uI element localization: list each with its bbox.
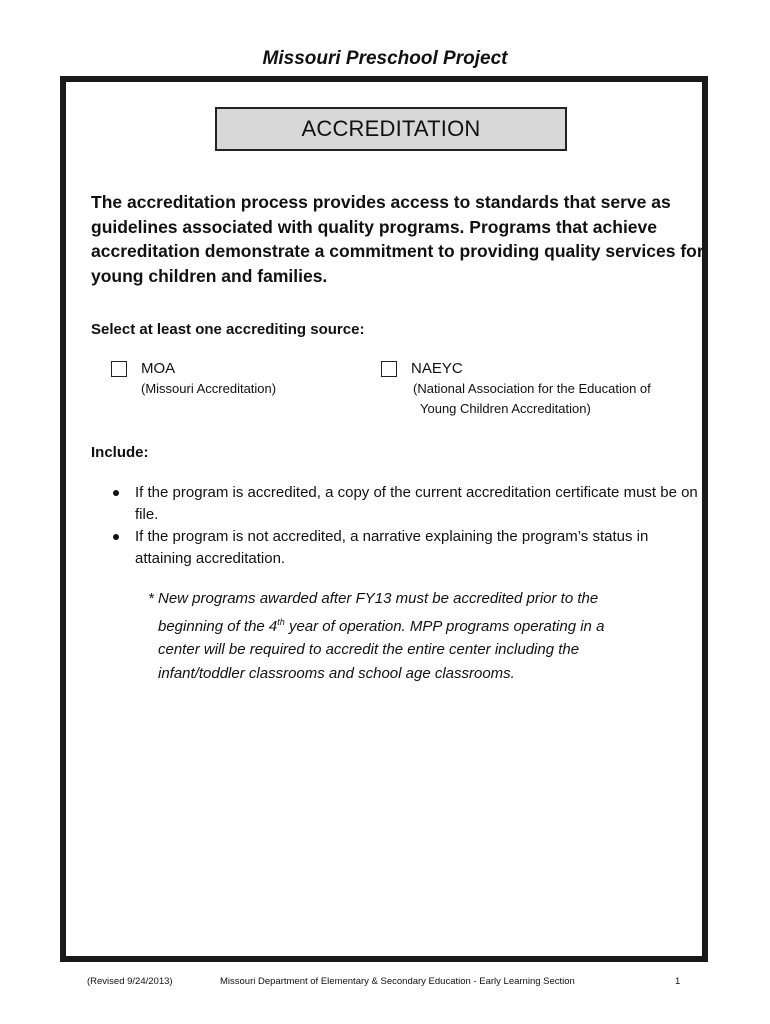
section-title: ACCREDITATION: [215, 107, 567, 151]
note-line-3: center will be required to accredit the entire center including the: [158, 641, 580, 658]
bullet-icon: [113, 534, 119, 540]
moa-checkbox[interactable]: [111, 361, 127, 377]
bullet-icon: [113, 490, 119, 496]
moa-label: MOA: [141, 360, 176, 377]
note-line-1: * New programs awarded after FY13 must be accredited prior to the: [148, 590, 599, 607]
footer-department: Missouri Department of Elementary & Secondary Education - Early Learning Section: [220, 976, 575, 987]
footer-page-number: 1: [675, 976, 681, 987]
list-item: [108, 526, 708, 570]
naeyc-description-line2: Young Children Accreditation): [420, 401, 591, 416]
naeyc-checkbox[interactable]: [381, 361, 397, 377]
include-list: [108, 482, 708, 570]
include-heading: Include:: [91, 444, 149, 461]
page-header-title: Missouri Preschool Project: [262, 48, 508, 69]
select-source-heading: Select at least one accrediting source:: [91, 321, 365, 338]
include-item-2: If the program is not accredited, a narrative explaining the program’s status in attaining accreditation.: [135, 528, 649, 567]
include-item-1: If the program is accredited, a copy of the current accreditation certificate must be on file.: [135, 484, 698, 523]
accreditation-note: [148, 587, 668, 685]
note-line-2: beginning of the 4th year of operation. MPP programs operating in a: [158, 616, 605, 635]
naeyc-label: NAEYC: [411, 360, 463, 377]
intro-paragraph: The accreditation process provides access to standards that serve as guidelines associated with quality programs. Programs that achieve accreditation demonstrate a commitment to providing quality services for young children and families.: [91, 192, 704, 286]
footer-revised: (Revised 9/24/2013): [87, 976, 173, 987]
note-line-4: infant/toddler classrooms and school age classrooms.: [158, 664, 515, 682]
naeyc-description-line1: (National Association for the Education of: [413, 381, 651, 396]
list-item: [108, 482, 708, 526]
moa-description: (Missouri Accreditation): [141, 381, 277, 396]
